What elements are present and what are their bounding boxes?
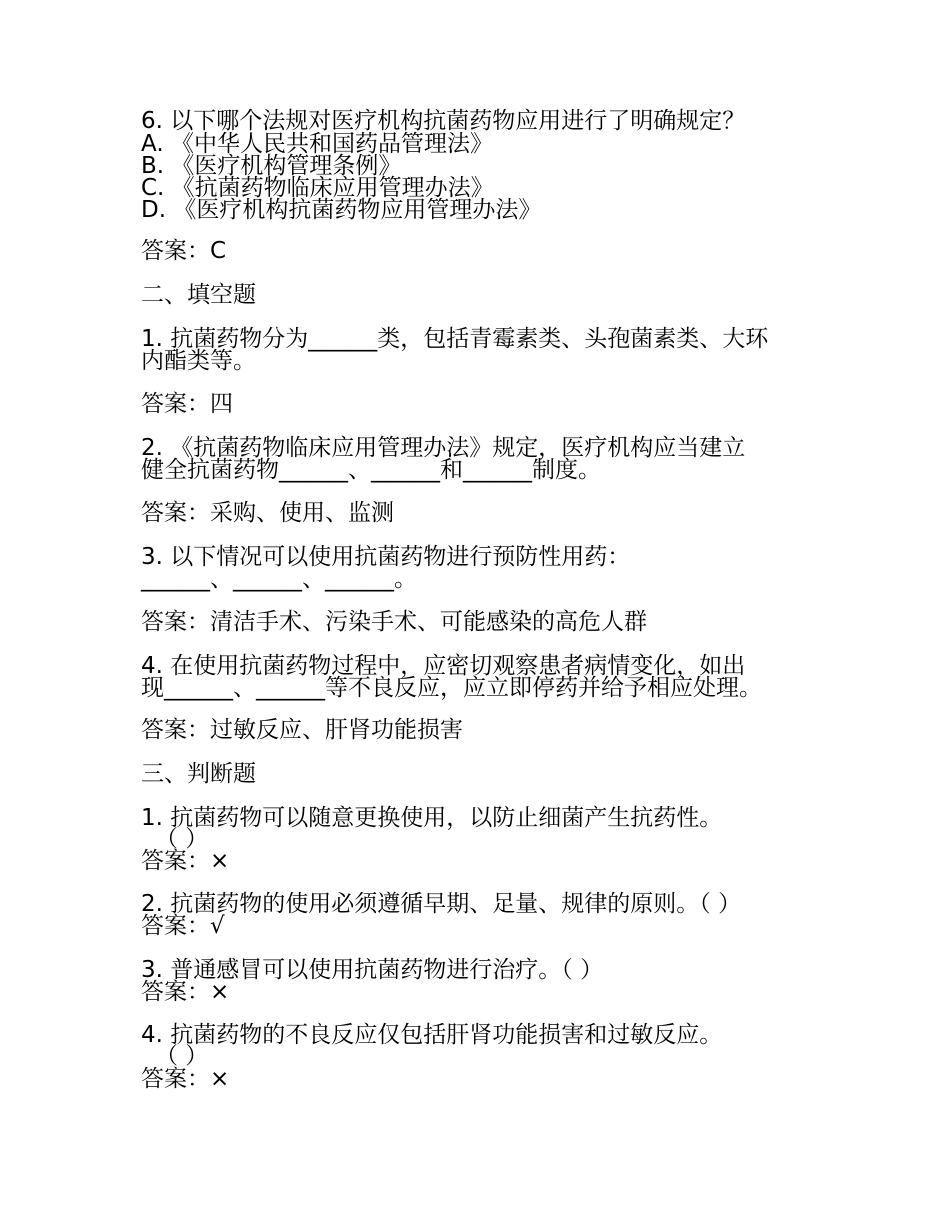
fill-q3-line2: ______、______、______。 — [141, 566, 417, 592]
section-title-fill: 二、填空题 — [141, 282, 256, 308]
judge-q4-line1: 4. 抗菌药物的不良反应仅包括肝肾功能损害和过敏反应。 — [141, 1022, 723, 1048]
fill-q3-answer: 答案：清洁手术、污染手术、可能感染的高危人群 — [141, 609, 647, 635]
judge-q3-answer: 答案：× — [141, 979, 230, 1005]
fill-q4-line2: 现______、______等不良反应，应立即停药并给予相应处理。 — [141, 675, 762, 701]
fill-q2-answer: 答案：采购、使用、监测 — [141, 500, 394, 526]
judge-q4-line2: （ ） — [155, 1043, 209, 1069]
judge-q2-answer: 答案：√ — [141, 913, 225, 939]
judge-q2-line1: 2. 抗菌药物的使用必须遵循早期、足量、规律的原则。（ ） — [141, 891, 742, 917]
q6-question: 6. 以下哪个法规对医疗机构抗菌药物应用进行了明确规定？ — [141, 108, 746, 134]
judge-q1-line1: 1. 抗菌药物可以随意更换使用，以防止细菌产生抗药性。 — [141, 805, 723, 831]
judge-q1-answer: 答案：× — [141, 848, 230, 874]
fill-q3-line1: 3. 以下情况可以使用抗菌药物进行预防性用药： — [141, 544, 631, 570]
q6-option-b: B. 《医疗机构管理条例》 — [141, 153, 402, 179]
q6-option-a: A. 《中华人民共和国药品管理法》 — [141, 131, 493, 157]
fill-q1-line1: 1. 抗菌药物分为______类，包括青霉素类、头孢菌素类、大环 — [141, 326, 769, 352]
q6-answer: 答案：C — [141, 238, 227, 264]
fill-q1-line2: 内酯类等。 — [141, 348, 256, 374]
judge-q3-line1: 3. 普通感冒可以使用抗菌药物进行治疗。（ ） — [141, 957, 604, 983]
q6-option-d: D. 《医疗机构抗菌药物应用管理办法》 — [141, 197, 542, 223]
fill-q1-answer: 答案：四 — [141, 391, 233, 417]
fill-q2-line2: 健全抗菌药物______、______和______制度。 — [141, 457, 601, 483]
judge-q4-answer: 答案：× — [141, 1066, 230, 1092]
q6-option-c: C. 《抗菌药物临床应用管理办法》 — [141, 175, 494, 201]
judge-q1-line2: （ ） — [155, 826, 209, 852]
fill-q2-line1: 2. 《抗菌药物临床应用管理办法》规定，医疗机构应当建立 — [141, 435, 746, 461]
section-title-judge: 三、判断题 — [141, 761, 256, 787]
fill-q4-answer: 答案：过敏反应、肝肾功能损害 — [141, 717, 463, 743]
fill-q4-line1: 4. 在使用抗菌药物过程中，应密切观察患者病情变化，如出 — [141, 653, 746, 679]
